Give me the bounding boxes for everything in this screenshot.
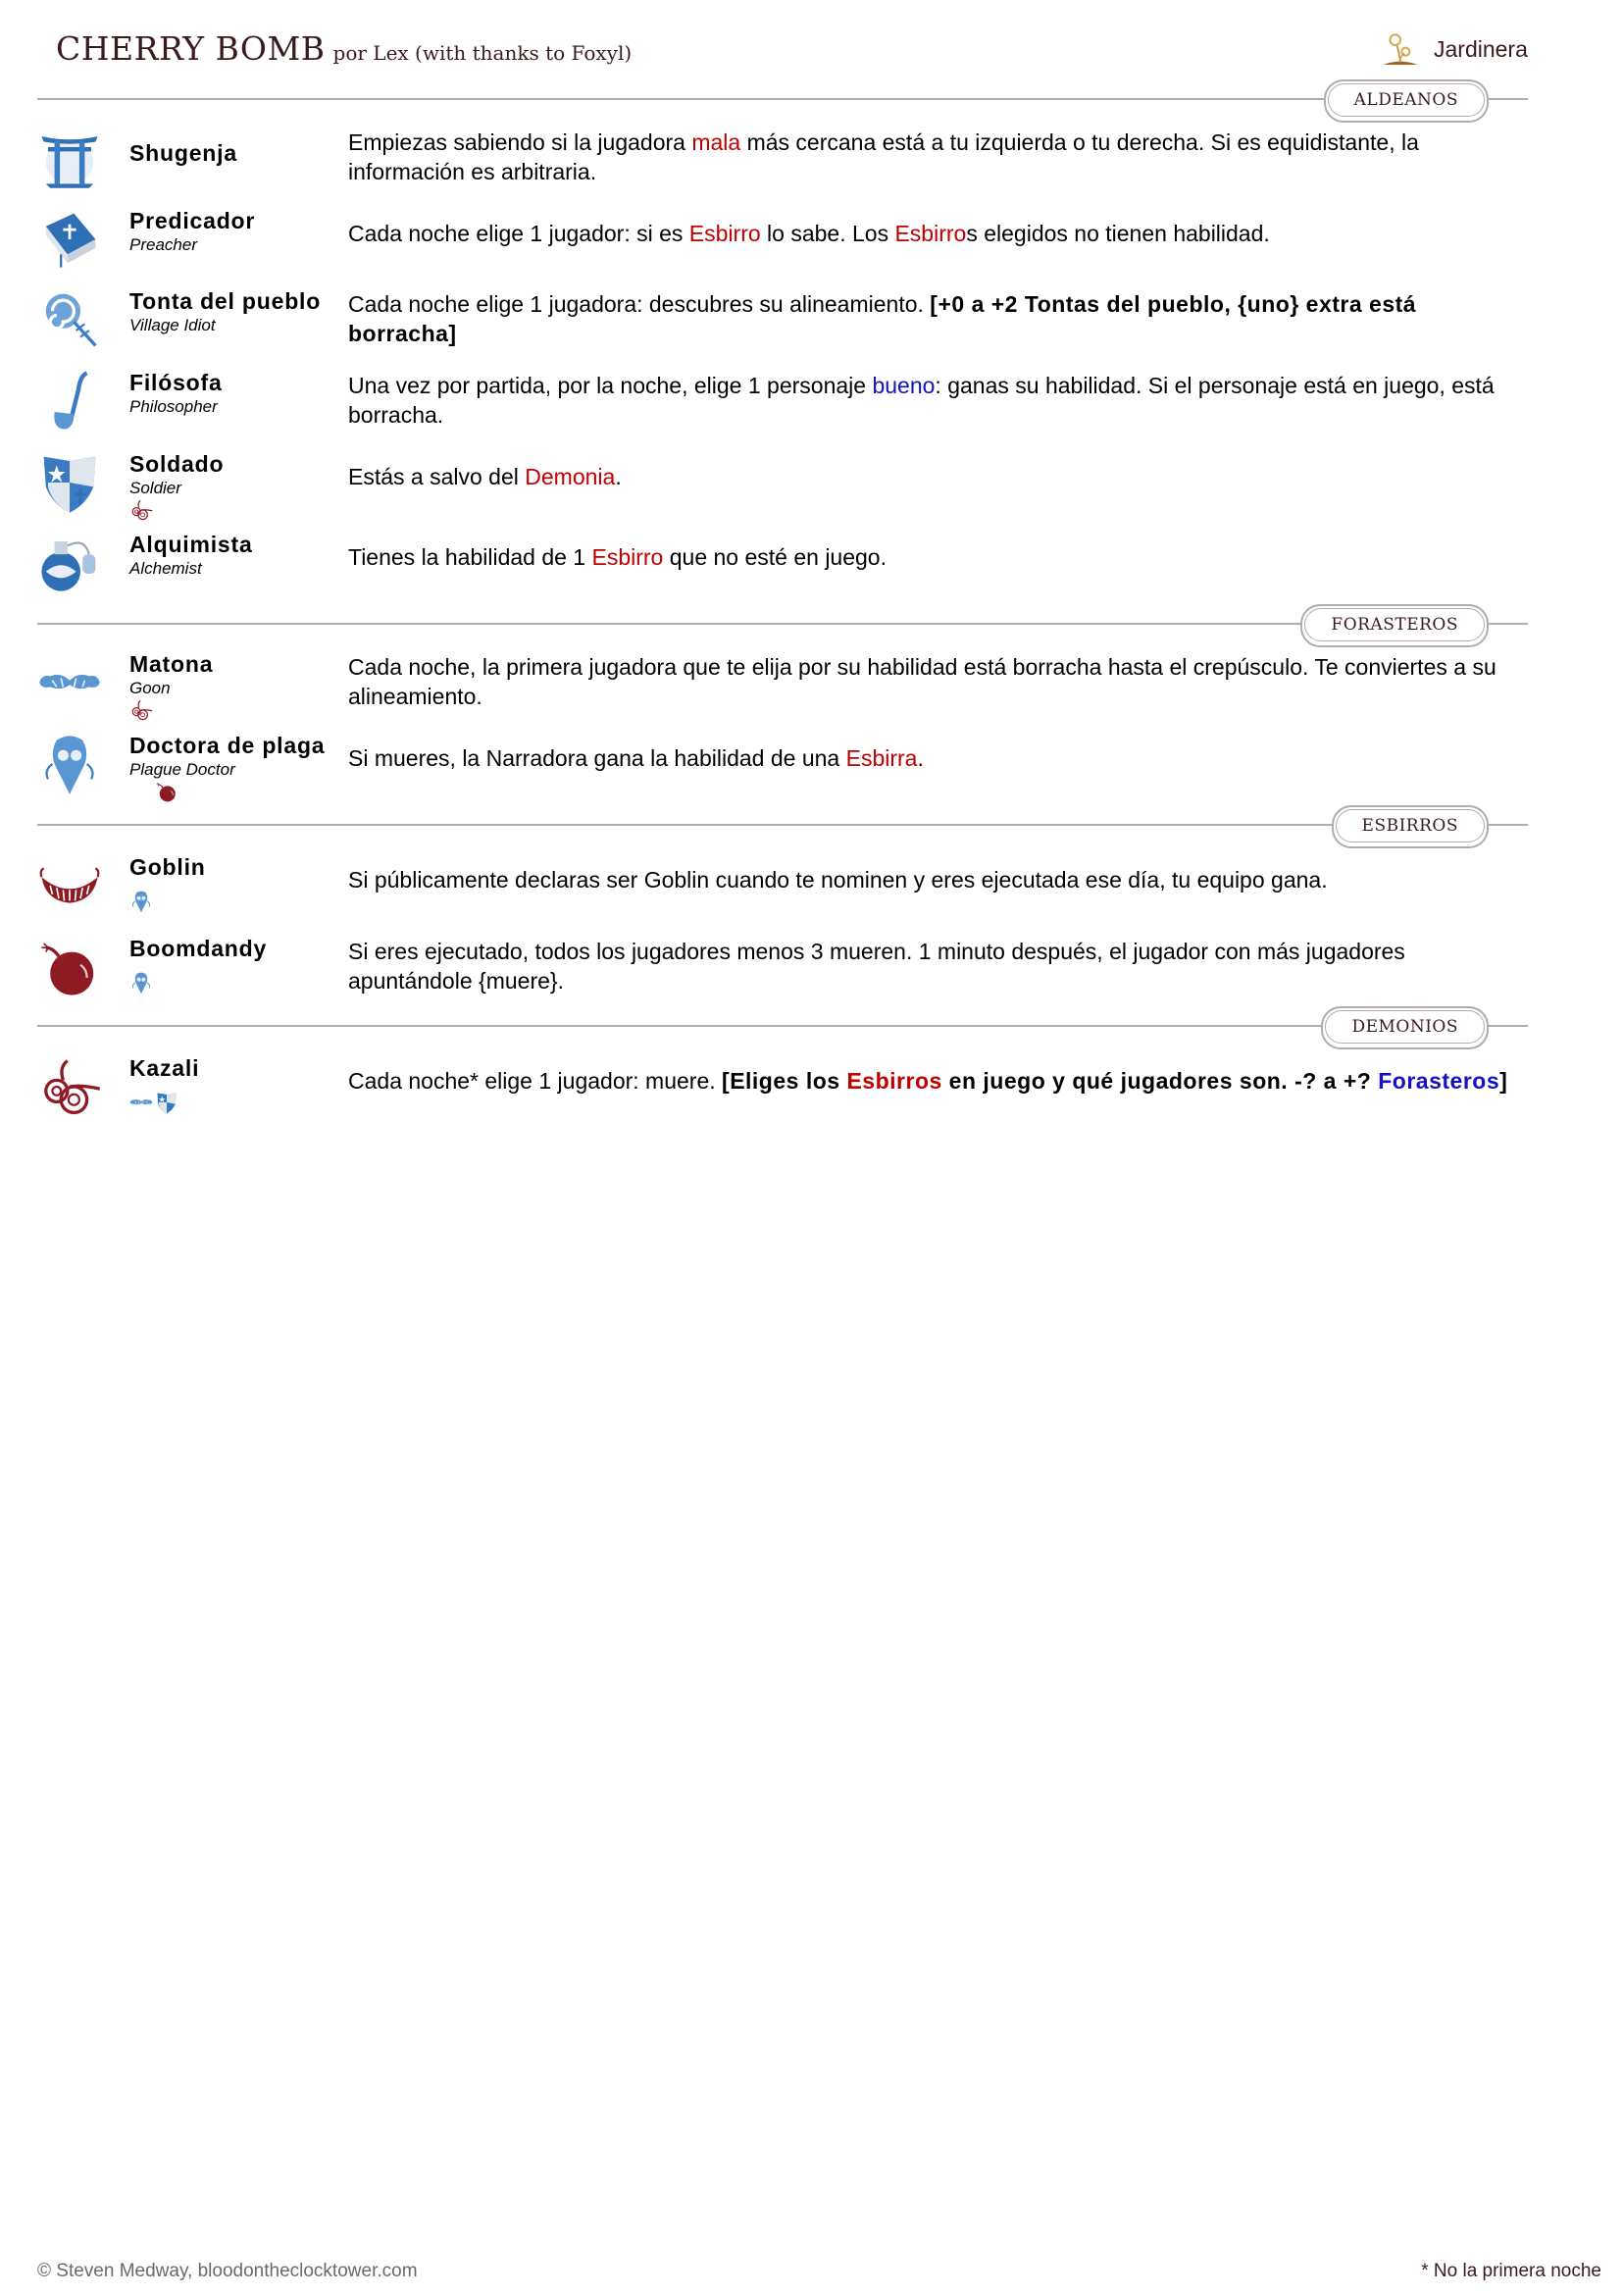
- character-name: Predicador: [129, 208, 256, 233]
- character-name: Doctora de plaga: [129, 733, 326, 758]
- ability-text: [348, 542, 1525, 572]
- section-pill: [1332, 805, 1489, 848]
- ability-segment: Si eres ejecutado, todos los jugadores menos 3 mueren. 1 minuto después, el jugador con más jugadores apuntándole {muere}.: [348, 939, 1405, 994]
- ability-segment: más cercana está a tu izquierda o tu derecha. Si es equidistante, la información es arbitraria.: [348, 129, 1419, 184]
- character-row: [29, 361, 1530, 441]
- character-names: [129, 732, 345, 802]
- plague-mask-icon: [129, 890, 153, 913]
- section-pill: [1300, 604, 1489, 647]
- character-token: [29, 523, 110, 603]
- plague-mask-icon: [129, 971, 153, 995]
- ability-text: [348, 371, 1525, 430]
- ability-segment: Esbirro: [591, 544, 664, 570]
- section-label: FORASTEROS: [1304, 608, 1485, 641]
- plague-mask-icon: [37, 732, 102, 796]
- character-name: Filósofa: [129, 370, 223, 395]
- ability-text: [348, 462, 1525, 491]
- ability-segment: Cada noche elige 1 jugador: si es: [348, 221, 689, 246]
- character-name: Tonta del pueblo: [129, 288, 322, 314]
- character-english-name: Philosopher: [129, 397, 218, 416]
- ability-segment: en juego y qué jugadores son. -? a +?: [941, 1068, 1379, 1094]
- fabled-jardinera: [1381, 29, 1528, 69]
- character-names: [129, 207, 345, 256]
- ability-segment: Tienes la habilidad de 1: [348, 544, 592, 570]
- pipe-icon: [37, 369, 102, 434]
- goblin-icon: [129, 780, 153, 803]
- ability-segment: s elegidos no tienen habilidad.: [966, 221, 1270, 246]
- character-name: Shugenja: [129, 140, 237, 166]
- ability-segment: Cada noche, la primera jugadora que te elija por su habilidad está borracha hasta el crepúsculo. Te conviertes a su alineamiento.: [348, 654, 1496, 709]
- mustache-icon: [129, 1091, 153, 1114]
- character-names: [129, 531, 345, 580]
- character-row: [29, 118, 1530, 198]
- ability-segment: .: [615, 464, 622, 489]
- character-token: [29, 199, 110, 280]
- character-name: Alquimista: [129, 532, 253, 557]
- character-row: [29, 199, 1530, 280]
- jinx-icons: [129, 781, 345, 802]
- ability-segment: lo sabe. Los: [760, 221, 895, 246]
- character-token: [29, 642, 110, 723]
- kazali-icon: [129, 698, 153, 722]
- ability-segment: Esbirro: [894, 221, 967, 246]
- character-english-name: Soldier: [129, 479, 181, 497]
- character-row: [29, 927, 1530, 1007]
- character-name: Boomdandy: [129, 936, 268, 961]
- section-pill: [1321, 1006, 1489, 1049]
- ability-segment: Forasteros: [1378, 1068, 1500, 1094]
- ability-text: [348, 219, 1525, 248]
- character-names: [129, 369, 345, 418]
- section-divider: [37, 98, 1528, 100]
- first-night-note: * No la primera noche: [1421, 2261, 1601, 2281]
- section-header-demonios: [37, 1006, 1528, 1046]
- mustache-icon: [37, 650, 102, 715]
- bomb-icon: [155, 780, 178, 803]
- ability-text: [348, 289, 1525, 348]
- section-header-esbirros: [37, 805, 1528, 844]
- ability-segment: mala: [691, 129, 741, 155]
- character-row: [29, 442, 1530, 523]
- character-row: [29, 523, 1530, 603]
- ability-text: [348, 743, 1525, 773]
- character-name: Soldado: [129, 451, 225, 477]
- character-row: [29, 642, 1530, 723]
- fabled-name: Jardinera: [1434, 35, 1528, 62]
- character-token: [29, 927, 110, 1007]
- ability-segment: ]: [1499, 1068, 1508, 1094]
- character-names: [129, 935, 345, 994]
- ability-segment: .: [917, 745, 924, 771]
- character-names: [129, 450, 345, 521]
- script-author: por Lex (with thanks to Foxyl): [332, 41, 633, 65]
- ability-segment: Esbirra: [845, 745, 918, 771]
- ability-segment: [Eliges los: [722, 1068, 847, 1094]
- section-divider: [37, 1025, 1528, 1027]
- kazali-icon: [129, 498, 153, 522]
- ability-text: [348, 652, 1525, 711]
- character-names: [129, 650, 345, 721]
- character-name: Matona: [129, 651, 214, 677]
- character-token: [29, 845, 110, 926]
- ability-segment: Esbirro: [688, 221, 761, 246]
- script-title: [56, 29, 632, 68]
- section-header-aldeanos: [37, 79, 1528, 119]
- copyright: © Steven Medway, bloodontheclocktower.com: [37, 2261, 418, 2281]
- jinx-icons: [129, 891, 345, 912]
- ability-segment: Cada noche* elige 1 jugador: muere.: [348, 1068, 723, 1094]
- character-english-name: Plague Doctor: [129, 760, 235, 779]
- character-names: [129, 287, 345, 336]
- ability-segment: Empiezas sabiendo si la jugadora: [348, 129, 692, 155]
- character-names: [129, 1054, 345, 1113]
- bomb-icon: [37, 935, 102, 999]
- ability-segment: Estás a salvo del: [348, 464, 526, 489]
- character-english-name: Village Idiot: [129, 316, 216, 334]
- ability-segment: Demonia: [525, 464, 616, 489]
- ability-segment: [+0 a +2 Tontas del pueblo, {uno} extra está borracha]: [348, 291, 1417, 346]
- shield-icon: [37, 450, 102, 515]
- ability-text: [348, 1066, 1525, 1096]
- grin-icon: [37, 853, 102, 918]
- shield-icon: [155, 1091, 178, 1114]
- character-token: [29, 724, 110, 804]
- sprout-icon: [1381, 29, 1420, 69]
- jinx-icons: [129, 499, 345, 521]
- torii-gate-icon: [37, 126, 102, 190]
- ability-segment: Esbirros: [846, 1068, 942, 1094]
- ability-segment: que no esté en juego.: [663, 544, 887, 570]
- potion-icon: [37, 531, 102, 595]
- ability-segment: Si públicamente declaras ser Goblin cuando te nominen y eres ejecutada ese día, tu equipo gana.: [348, 867, 1328, 893]
- ability-text: [348, 128, 1525, 186]
- character-row: [29, 280, 1530, 360]
- ability-segment: Una vez por partida, por la noche, elige 1 personaje: [348, 373, 873, 398]
- ability-segment: Cada noche elige 1 jugadora: descubres su alineamiento.: [348, 291, 931, 317]
- ability-segment: : ganas su habilidad. Si el personaje está en juego, está borracha.: [348, 373, 1495, 428]
- jinx-icons: [129, 1092, 345, 1113]
- section-pill: [1324, 79, 1489, 123]
- section-header-forasteros: [37, 604, 1528, 643]
- character-token: [29, 1046, 110, 1127]
- character-name: Goblin: [129, 854, 206, 880]
- character-english-name: Goon: [129, 679, 171, 697]
- section-label: ALDEANOS: [1328, 83, 1485, 117]
- lollipop-icon: [37, 287, 102, 352]
- character-english-name: Preacher: [129, 235, 197, 254]
- ability-segment: bueno: [872, 373, 936, 398]
- character-token: [29, 442, 110, 523]
- ability-text: [348, 865, 1525, 894]
- jinx-icons: [129, 972, 345, 994]
- character-token: [29, 118, 110, 198]
- ability-segment: Si mueres, la Narradora gana la habilidad de una: [348, 745, 846, 771]
- character-row: [29, 724, 1530, 804]
- jinx-icons: [129, 699, 345, 721]
- character-names: [129, 139, 345, 167]
- kazali-icon: [37, 1054, 102, 1119]
- character-token: [29, 361, 110, 441]
- script-name: CHERRY BOMB: [56, 29, 326, 68]
- section-label: DEMONIOS: [1325, 1010, 1485, 1044]
- section-divider: [37, 824, 1528, 826]
- character-english-name: Alchemist: [129, 559, 202, 578]
- book-icon: [37, 207, 102, 272]
- character-row: [29, 1046, 1530, 1127]
- character-names: [129, 853, 345, 912]
- ability-text: [348, 937, 1525, 995]
- section-label: ESBIRROS: [1336, 809, 1485, 842]
- character-name: Kazali: [129, 1055, 200, 1081]
- character-row: [29, 845, 1530, 926]
- character-token: [29, 280, 110, 360]
